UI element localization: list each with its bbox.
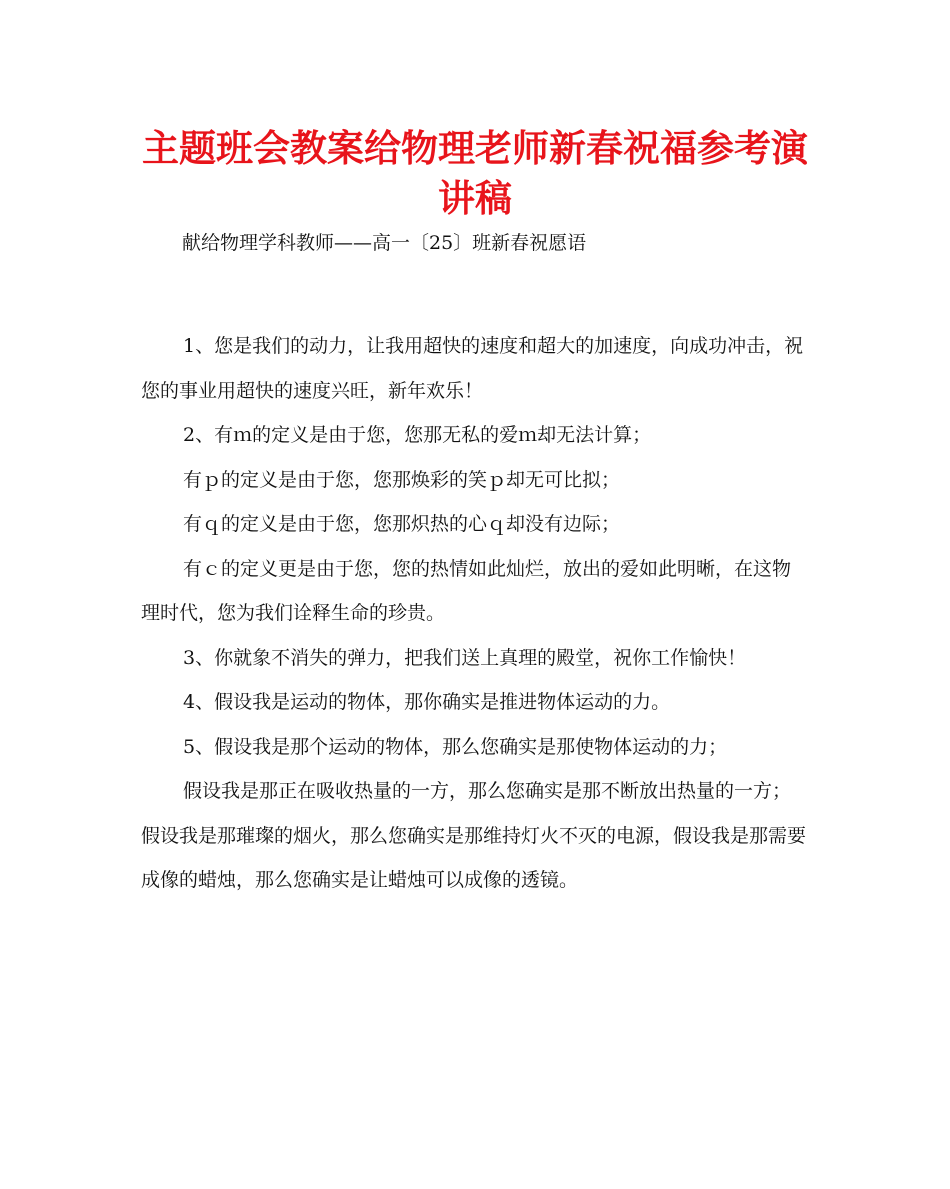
paragraph-9: 假设我是那正在吸收热量的一方，那么您确实是那不断放出热量的一方；假设我是那璀璨的烟火，那么您确实是那维持灯火不灭的电源，假设我是那需要成像的蜡烛，那么您确实是让蜡烛可以成像的透镜。 <box>141 780 807 891</box>
paragraph-2: 2、有ｍ的定义是由于您，您那无私的爱ｍ却无法计算； <box>183 424 652 446</box>
document-subtitle: 献给物理学科教师——高一〔25〕班新春祝愿语 <box>182 232 587 254</box>
document-body <box>141 324 809 903</box>
paragraph-6: 3、你就象不消失的弹力，把我们送上真理的殿堂，祝你工作愉快！ <box>183 646 747 669</box>
paragraph-1: 1、您是我们的动力，让我用超快的速度和超大的加速度，向成功冲击，祝您的事业用超快的速度兴旺，新年欢乐！ <box>141 335 804 402</box>
paragraph-3: 有ｐ的定义是由于您，您那焕彩的笑ｐ却无可比拟； <box>183 468 621 491</box>
paragraph-5: 有ｃ的定义更是由于您，您的热情如此灿烂，放出的爱如此明晰，在这物理时代，您为我们诠释生命的珍贵。 <box>141 557 792 624</box>
paragraph-4: 有ｑ的定义是由于您，您那炽热的心ｑ却没有边际； <box>183 513 621 535</box>
paragraph-8: 5、假设我是那个运动的物体，那么您确实是那使物体运动的力； <box>183 735 728 758</box>
paragraph-7: 4、假设我是运动的物体，那你确实是推进物体运动的力。 <box>183 691 671 713</box>
document-title: 主题班会教案给物理老师新春祝福参考演讲稿 <box>142 127 808 220</box>
